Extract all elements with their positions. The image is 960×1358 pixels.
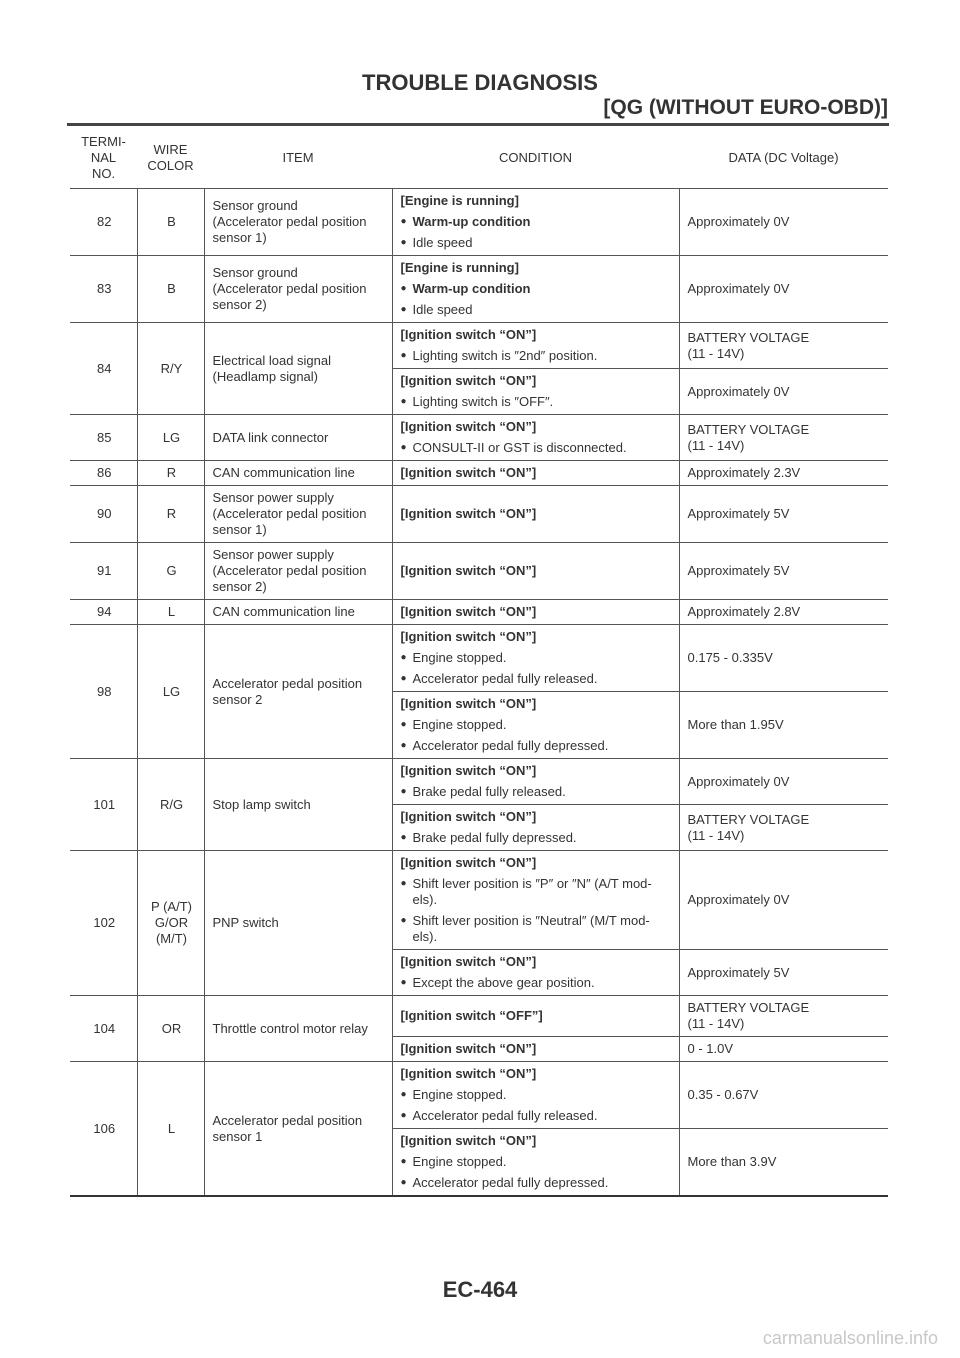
column-header: DATA (DC Voltage) [679, 128, 888, 189]
wire-color-cell: G [137, 543, 204, 600]
condition-item: ● Idle speed [401, 235, 673, 251]
condition-cell [392, 1062, 679, 1129]
condition-cell [392, 996, 679, 1037]
condition-item: ● Lighting switch is ″2nd″ position. [401, 348, 673, 364]
voltage-data-cell: BATTERY VOLTAGE (11 - 14V) [679, 323, 888, 369]
condition-item: ● Brake pedal fully released. [401, 784, 673, 800]
item-cell: Sensor power supply (Accelerator pedal position sensor 2) [204, 543, 392, 600]
condition-item: ● Brake pedal fully depressed. [401, 830, 673, 846]
condition-list [401, 394, 673, 410]
condition-heading: [Ignition switch “ON”] [400, 629, 537, 644]
voltage-data-cell: 0 - 1.0V [679, 1037, 888, 1062]
condition-item: ● Shift lever position is ″Neutral″ (M/T mod-els). [401, 913, 673, 945]
terminal-number-cell: 106 [70, 1062, 137, 1197]
item-cell: Sensor ground (Accelerator pedal position sensor 2) [204, 256, 392, 323]
condition-item: ● CONSULT-II or GST is disconnected. [401, 440, 673, 456]
table-body [70, 189, 888, 1197]
condition-heading: [Ignition switch “ON”] [400, 1133, 537, 1148]
wire-color-cell: LG [137, 415, 204, 461]
condition-item: ● Shift lever position is ″P″ or ″N″ (A/T mod-els). [401, 876, 673, 908]
terminal-number-cell: 101 [70, 759, 137, 851]
item-cell: Accelerator pedal position sensor 2 [204, 625, 392, 759]
condition-list [401, 348, 673, 364]
voltage-data-cell: Approximately 0V [679, 851, 888, 950]
condition-heading: [Ignition switch “ON”] [400, 327, 537, 342]
condition-cell [392, 600, 679, 625]
item-cell: CAN communication line [204, 461, 392, 486]
terminal-number-cell: 82 [70, 189, 137, 256]
wire-color-cell: B [137, 189, 204, 256]
condition-heading: [Ignition switch “ON”] [400, 809, 537, 824]
condition-cell [392, 369, 679, 415]
wire-color-cell: P (A/T) G/OR (M/T) [137, 851, 204, 996]
terminal-number-cell: 94 [70, 600, 137, 625]
wire-color-cell: OR [137, 996, 204, 1062]
table-row [70, 189, 888, 256]
wire-color-cell: R/G [137, 759, 204, 851]
item-cell: Electrical load signal (Headlamp signal) [204, 323, 392, 415]
condition-heading: [Ignition switch “ON”] [400, 465, 537, 480]
item-cell: Sensor ground (Accelerator pedal position sensor 1) [204, 189, 392, 256]
table-row [70, 486, 888, 543]
condition-item: ● Engine stopped. [401, 1154, 673, 1170]
condition-cell [392, 256, 679, 323]
wire-color-cell: B [137, 256, 204, 323]
condition-heading: [Engine is running] [400, 193, 519, 208]
condition-item: ● Accelerator pedal fully released. [401, 671, 673, 687]
item-cell: Throttle control motor relay [204, 996, 392, 1062]
voltage-data-cell: Approximately 0V [679, 759, 888, 805]
terminal-number-cell: 104 [70, 996, 137, 1062]
condition-list [401, 214, 673, 251]
table-row [70, 323, 888, 369]
condition-list [401, 876, 673, 945]
condition-list [401, 281, 673, 318]
condition-list [401, 1154, 673, 1191]
condition-item: ● Accelerator pedal fully released. [401, 1108, 673, 1124]
item-cell: PNP switch [204, 851, 392, 996]
condition-list [401, 975, 673, 991]
header-rule [67, 123, 889, 126]
condition-heading: [Ignition switch “ON”] [400, 373, 537, 388]
page-title: TROUBLE DIAGNOSIS [362, 70, 598, 95]
table-row [70, 851, 888, 950]
condition-item: ● Warm-up condition [401, 214, 673, 230]
condition-cell [392, 851, 679, 950]
condition-cell [392, 461, 679, 486]
wire-color-cell: R [137, 486, 204, 543]
wire-color-cell: L [137, 600, 204, 625]
condition-list [401, 1087, 673, 1124]
condition-cell [392, 1037, 679, 1062]
condition-cell [392, 805, 679, 851]
condition-heading: [Ignition switch “ON”] [400, 954, 537, 969]
condition-list [401, 440, 673, 456]
condition-heading: [Ignition switch “OFF”] [400, 1008, 543, 1023]
item-cell: Stop lamp switch [204, 759, 392, 851]
condition-cell [392, 625, 679, 692]
voltage-data-cell: Approximately 2.3V [679, 461, 888, 486]
condition-item: ● Except the above gear position. [401, 975, 673, 991]
condition-item: ● Engine stopped. [401, 1087, 673, 1103]
table-row [70, 1062, 888, 1129]
condition-heading: [Ignition switch “ON”] [400, 1041, 537, 1056]
condition-cell [392, 1129, 679, 1197]
condition-item: ● Engine stopped. [401, 717, 673, 733]
voltage-data-cell: Approximately 5V [679, 950, 888, 996]
terminal-number-cell: 86 [70, 461, 137, 486]
condition-heading: [Engine is running] [400, 260, 519, 275]
wire-color-cell: R/Y [137, 323, 204, 415]
table-row [70, 543, 888, 600]
condition-heading: [Ignition switch “ON”] [400, 763, 537, 778]
terminal-table [70, 128, 888, 1197]
voltage-data-cell: Approximately 5V [679, 543, 888, 600]
table-row [70, 759, 888, 805]
voltage-data-cell: Approximately 0V [679, 189, 888, 256]
condition-list [401, 717, 673, 754]
condition-item: ● Accelerator pedal fully depressed. [401, 738, 673, 754]
condition-heading: [Ignition switch “ON”] [400, 563, 537, 578]
condition-cell [392, 189, 679, 256]
condition-cell [392, 415, 679, 461]
table-row [70, 996, 888, 1037]
voltage-data-cell: BATTERY VOLTAGE (11 - 14V) [679, 805, 888, 851]
condition-heading: [Ignition switch “ON”] [400, 419, 537, 434]
terminal-number-cell: 90 [70, 486, 137, 543]
voltage-data-cell: Approximately 0V [679, 256, 888, 323]
condition-list [401, 650, 673, 687]
voltage-data-cell: BATTERY VOLTAGE (11 - 14V) [679, 415, 888, 461]
terminal-number-cell: 84 [70, 323, 137, 415]
column-header: WIRE COLOR [137, 128, 204, 189]
condition-item: ● Lighting switch is ″OFF″. [401, 394, 673, 410]
column-header: ITEM [204, 128, 392, 189]
terminal-number-cell: 102 [70, 851, 137, 996]
condition-item: ● Warm-up condition [401, 281, 673, 297]
voltage-data-cell: More than 1.95V [679, 692, 888, 759]
voltage-data-cell: Approximately 2.8V [679, 600, 888, 625]
condition-item: ● Idle speed [401, 302, 673, 318]
voltage-data-cell: 0.35 - 0.67V [679, 1062, 888, 1129]
condition-heading: [Ignition switch “ON”] [400, 604, 537, 619]
condition-cell [392, 950, 679, 996]
condition-heading: [Ignition switch “ON”] [400, 506, 537, 521]
condition-cell [392, 759, 679, 805]
voltage-data-cell: Approximately 5V [679, 486, 888, 543]
condition-cell [392, 692, 679, 759]
column-header: CONDITION [392, 128, 679, 189]
condition-list [401, 784, 673, 800]
table-row [70, 600, 888, 625]
voltage-data-cell: More than 3.9V [679, 1129, 888, 1197]
condition-cell [392, 543, 679, 600]
voltage-data-cell: BATTERY VOLTAGE (11 - 14V) [679, 996, 888, 1037]
condition-cell [392, 486, 679, 543]
terminal-number-cell: 83 [70, 256, 137, 323]
item-cell: Sensor power supply (Accelerator pedal position sensor 1) [204, 486, 392, 543]
condition-item: ● Engine stopped. [401, 650, 673, 666]
wire-color-cell: LG [137, 625, 204, 759]
column-header: TERMI- NAL NO. [70, 128, 137, 189]
condition-heading: [Ignition switch “ON”] [400, 696, 537, 711]
voltage-data-cell: 0.175 - 0.335V [679, 625, 888, 692]
condition-heading: [Ignition switch “ON”] [400, 1066, 537, 1081]
terminal-number-cell: 85 [70, 415, 137, 461]
page-number: EC-464 [442, 1277, 518, 1302]
wire-color-cell: L [137, 1062, 204, 1197]
watermark: carmanualsonline.info [762, 1328, 938, 1348]
terminal-number-cell: 91 [70, 543, 137, 600]
table-header-row [70, 128, 888, 189]
condition-list [401, 830, 673, 846]
table-row [70, 256, 888, 323]
condition-cell [392, 323, 679, 369]
terminal-number-cell: 98 [70, 625, 137, 759]
condition-item: ● Accelerator pedal fully depressed. [401, 1175, 673, 1191]
table-row [70, 415, 888, 461]
item-cell: CAN communication line [204, 600, 392, 625]
item-cell: Accelerator pedal position sensor 1 [204, 1062, 392, 1197]
section-title: [QG (WITHOUT EURO-OBD)] [603, 96, 888, 119]
table-row [70, 625, 888, 692]
wire-color-cell: R [137, 461, 204, 486]
terminal-table-container [70, 128, 888, 1197]
item-cell: DATA link connector [204, 415, 392, 461]
table-row [70, 461, 888, 486]
condition-heading: [Ignition switch “ON”] [400, 855, 537, 870]
voltage-data-cell: Approximately 0V [679, 369, 888, 415]
